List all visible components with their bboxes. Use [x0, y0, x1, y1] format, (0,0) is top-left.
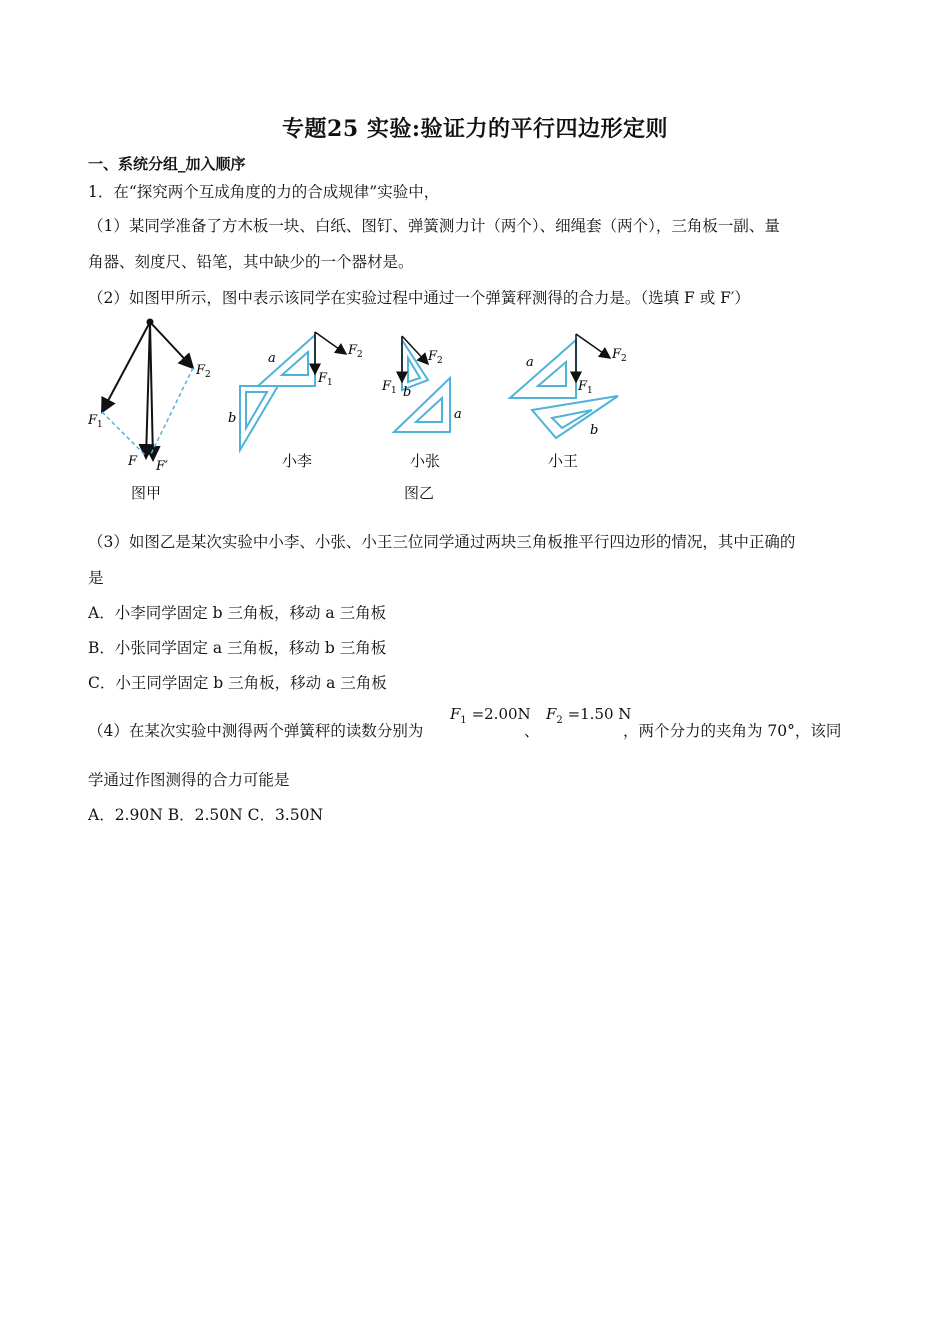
force-diagrams-figure	[80, 310, 660, 510]
question-part-4-options: A．2.90N B．2.50N C．3.50N	[88, 806, 324, 824]
formula-separator: 、	[524, 722, 540, 740]
formula-f1: $F_1 =2.00N$	[450, 705, 531, 726]
figure-jia-diagram	[87, 319, 211, 475]
svg-text:F2: $F_2$	[196, 363, 211, 380]
question-part-3-line-2: 是	[88, 569, 104, 587]
figure-xiaoli-diagram	[240, 332, 346, 450]
svg-text:b: b	[403, 385, 412, 400]
svg-text:F1: $F_1$	[318, 371, 333, 388]
question-part-1-line-1: （1）某同学准备了方木板一块、白纸、图钉、弹簧测力计（两个）、细绳套（两个），三角板一副、量	[88, 217, 780, 235]
option-b: B．小张同学固定 a 三角板，移动 b 三角板	[88, 639, 387, 657]
question-part-3-line-1: （3）如图乙是某次实验中小李、小张、小王三位同学通过两块三角板推平行四边形的情况，其中正确的	[88, 533, 796, 551]
question-1-intro: 1．在“探究两个互成角度的力的合成规律”实验中，	[88, 183, 440, 201]
svg-text:F2: $F_2$	[348, 343, 363, 360]
question-part-2: （2）如图甲所示，图中表示该同学在实验过程中通过一个弹簧秤测得的合力是。（选填 F 或 F′）	[88, 289, 750, 307]
force-f-prime-arrow	[150, 322, 153, 460]
caption-xiaozhang: 小张	[410, 452, 441, 470]
svg-text:F1: $F_1$	[88, 413, 103, 430]
svg-text:F2: $F_2$	[428, 349, 443, 366]
svg-text:a: a	[454, 407, 462, 422]
svg-text:b: b	[228, 411, 237, 426]
force-f-arrow	[146, 322, 150, 458]
label-f: F	[128, 454, 138, 469]
label-f-prime: F′	[156, 459, 168, 474]
option-a: A．小李同学固定 b 三角板，移动 a 三角板	[88, 604, 387, 622]
option-c: C．小王同学固定 b 三角板，移动 a 三角板	[88, 674, 387, 692]
figure-xiaowang-diagram	[510, 334, 618, 438]
question-part-4-line-2: 学通过作图测得的合力可能是	[88, 771, 290, 789]
figure-xiaozhang-diagram	[394, 336, 450, 432]
parallelogram-dash-left	[102, 412, 146, 456]
svg-text:a: a	[268, 351, 276, 366]
section-heading: 一、系统分组_加入顺序	[88, 155, 246, 173]
force-f2-arrow	[150, 322, 193, 368]
svg-text:F1: $F_1$	[578, 379, 593, 396]
question-part-1-line-2: 角器、刻度尺、铅笔，其中缺少的一个器材是。	[88, 253, 414, 271]
caption-figure-jia: 图甲	[131, 484, 162, 502]
svg-text:F2: $F_2$	[612, 347, 627, 364]
caption-figure-yi: 图乙	[404, 484, 435, 502]
caption-xiaoli: 小李	[282, 452, 313, 470]
svg-text:b: b	[590, 423, 599, 438]
formula-f2: $F_2 =1.50$ N	[546, 705, 632, 726]
svg-text:a: a	[526, 355, 534, 370]
question-part-4-suffix: ，两个分力的夹角为 70°，该同	[623, 722, 842, 740]
svg-text:F1: $F_1$	[382, 379, 397, 396]
page-title: 专题25 实验:验证力的平行四边形定则	[282, 116, 668, 142]
question-part-4-prefix: （4）在某次实验中测得两个弹簧秤的读数分别为	[88, 722, 424, 740]
force-f1-arrow	[102, 322, 150, 412]
caption-xiaowang: 小王	[548, 452, 579, 470]
parallelogram-dash-right	[150, 368, 193, 456]
